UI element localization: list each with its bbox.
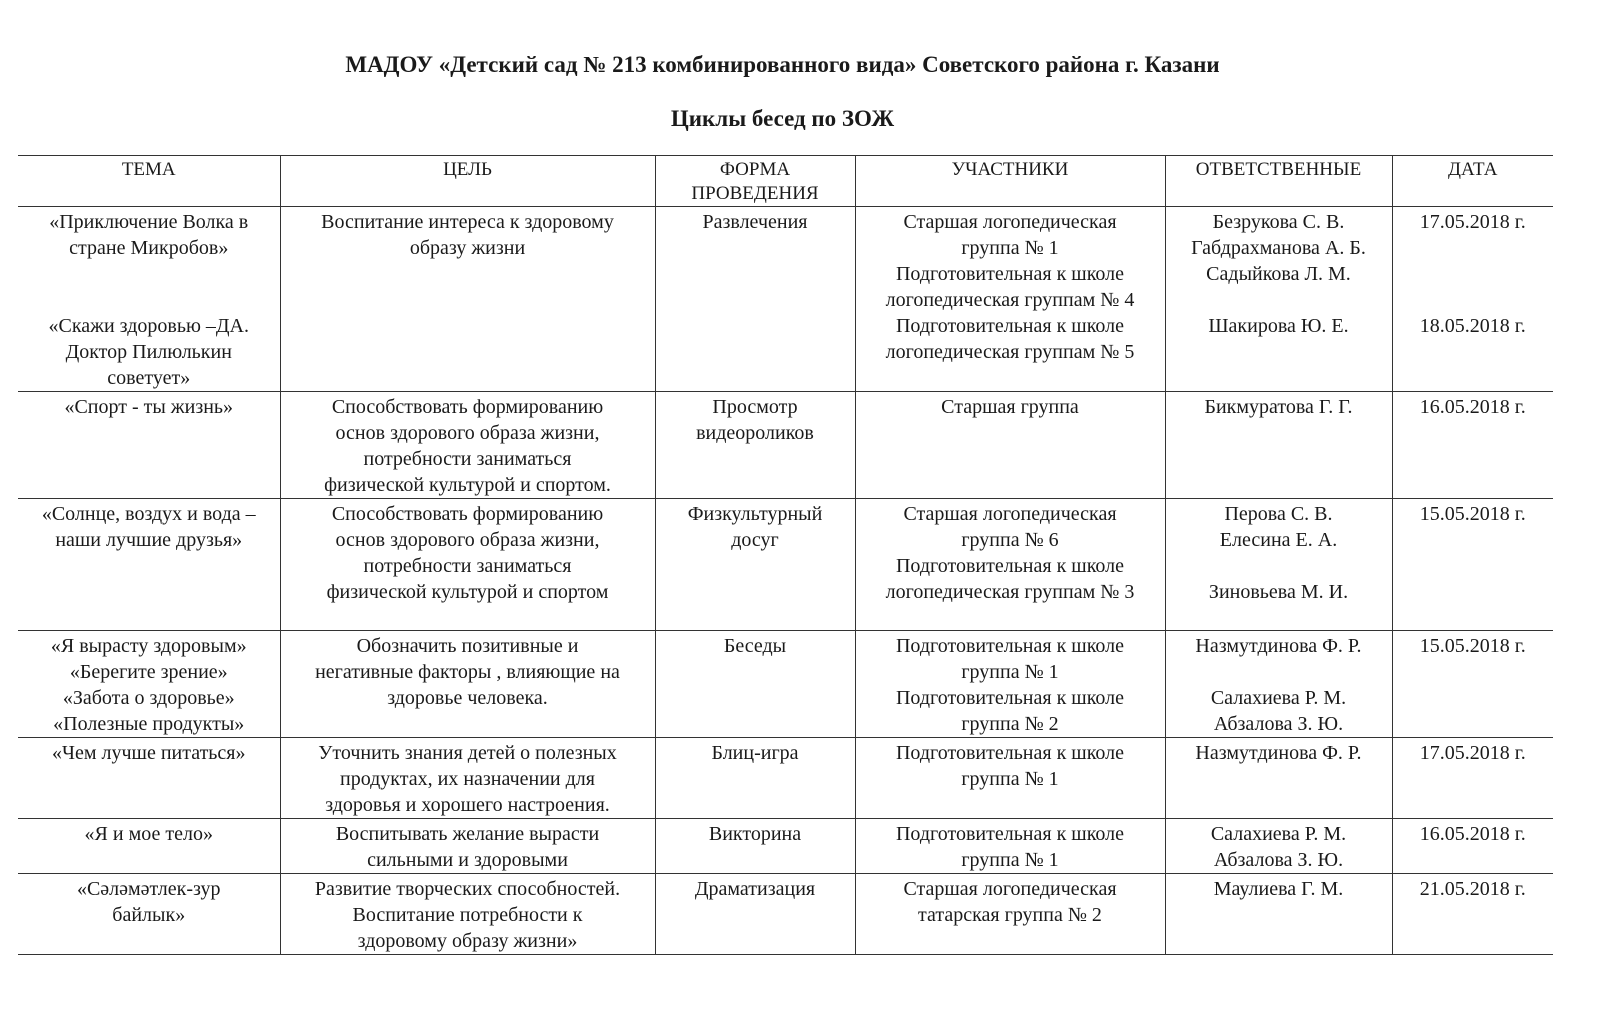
cell-format: Викторина [655,819,855,874]
table-header-row [18,156,1553,207]
cell-date: 15.05.2018 г. [1392,499,1553,631]
cell-date: 17.05.2018 г. [1392,738,1553,819]
column-header-format: ФОРМА ПРОВЕДЕНИЯ [655,156,855,207]
cell-goal: Обозначить позитивные и негативные факторы , влияющие на здоровье человека. [280,631,655,738]
conversation-cycles-table [18,155,1553,955]
cell-goal: Способствовать формированию основ здорового образа жизни, потребности заниматься физической культурой и спортом. [280,392,655,499]
cell-responsible: Безрукова С. В. Габдрахманова А. Б. Садыйкова Л. М. Шакирова Ю. Е. [1165,207,1392,392]
table-row [18,207,1553,392]
cell-participants: Старшая логопедическая татарская группа № 2 [855,874,1165,955]
cell-date: 16.05.2018 г. [1392,819,1553,874]
cell-topic: «Чем лучше питаться» [18,738,280,819]
cell-topic: «Спорт - ты жизнь» [18,392,280,499]
cell-date: 17.05.2018 г. 18.05.2018 г. [1392,207,1553,392]
cell-participants: Старшая логопедическая группа № 6 Подготовительная к школе логопедическая группам № 3 [855,499,1165,631]
cell-date: 15.05.2018 г. [1392,631,1553,738]
cell-responsible: Назмутдинова Ф. Р. [1165,738,1392,819]
table-row [18,819,1553,874]
cell-goal: Воспитывать желание вырасти сильными и здоровыми [280,819,655,874]
cell-date: 21.05.2018 г. [1392,874,1553,955]
cell-participants: Подготовительная к школе группа № 1 Подготовительная к школе группа № 2 [855,631,1165,738]
cell-format: Просмотр видеороликов [655,392,855,499]
cell-goal: Развитие творческих способностей. Воспитание потребности к здоровому образу жизни» [280,874,655,955]
column-header-topic: ТЕМА [18,156,280,207]
cell-topic: «Приключение Волка в стране Микробов» «Скажи здоровью –ДА. Доктор Пилюлькин советует» [18,207,280,392]
column-header-participants: УЧАСТНИКИ [855,156,1165,207]
cell-topic: «Я вырасту здоровым» «Берегите зрение» «Забота о здоровье» «Полезные продукты» [18,631,280,738]
document-title: Циклы бесед по ЗОЖ [670,106,895,131]
cell-participants: Старшая логопедическая группа № 1 Подготовительная к школе логопедическая группам № 4 Подготовительная к школе логопедическая группам № 5 [855,207,1165,392]
cell-responsible: Перова С. В. Елесина Е. А. Зиновьева М. И. [1165,499,1392,631]
organization-heading: МАДОУ «Детский сад № 213 комбинированного вида» Советского района г. Казани [345,52,1220,77]
cell-format: Драматизация [655,874,855,955]
cell-format: Физкультурный досуг [655,499,855,631]
table-row [18,738,1553,819]
cell-date: 16.05.2018 г. [1392,392,1553,499]
cell-participants: Старшая группа [855,392,1165,499]
cell-format: Блиц-игра [655,738,855,819]
table-row [18,874,1553,955]
cell-topic: «Я и мое тело» [18,819,280,874]
cell-goal: Способствовать формированию основ здорового образа жизни, потребности заниматься физической культурой и спортом [280,499,655,631]
cell-responsible: Салахиева Р. М. Абзалова З. Ю. [1165,819,1392,874]
cell-topic: «Солнце, воздух и вода – наши лучшие друзья» [18,499,280,631]
cell-goal: Уточнить знания детей о полезных продуктах, их назначении для здоровья и хорошего настроения. [280,738,655,819]
cell-format: Беседы [655,631,855,738]
cell-goal: Воспитание интереса к здоровому образу жизни [280,207,655,392]
cell-participants: Подготовительная к школе группа № 1 [855,738,1165,819]
column-header-date: ДАТА [1392,156,1553,207]
cell-responsible: Бикмуратова Г. Г. [1165,392,1392,499]
cell-participants: Подготовительная к школе группа № 1 [855,819,1165,874]
column-header-goal: ЦЕЛЬ [280,156,655,207]
column-header-responsible: ОТВЕТСТВЕННЫЕ [1165,156,1392,207]
table-row [18,631,1553,738]
cell-responsible: Назмутдинова Ф. Р. Салахиева Р. М. Абзалова З. Ю. [1165,631,1392,738]
cell-topic: «Сәләмәтлек-зур байлык» [18,874,280,955]
cell-format: Развлечения [655,207,855,392]
cell-responsible: Маулиева Г. М. [1165,874,1392,955]
table-row [18,392,1553,499]
table-row [18,499,1553,631]
